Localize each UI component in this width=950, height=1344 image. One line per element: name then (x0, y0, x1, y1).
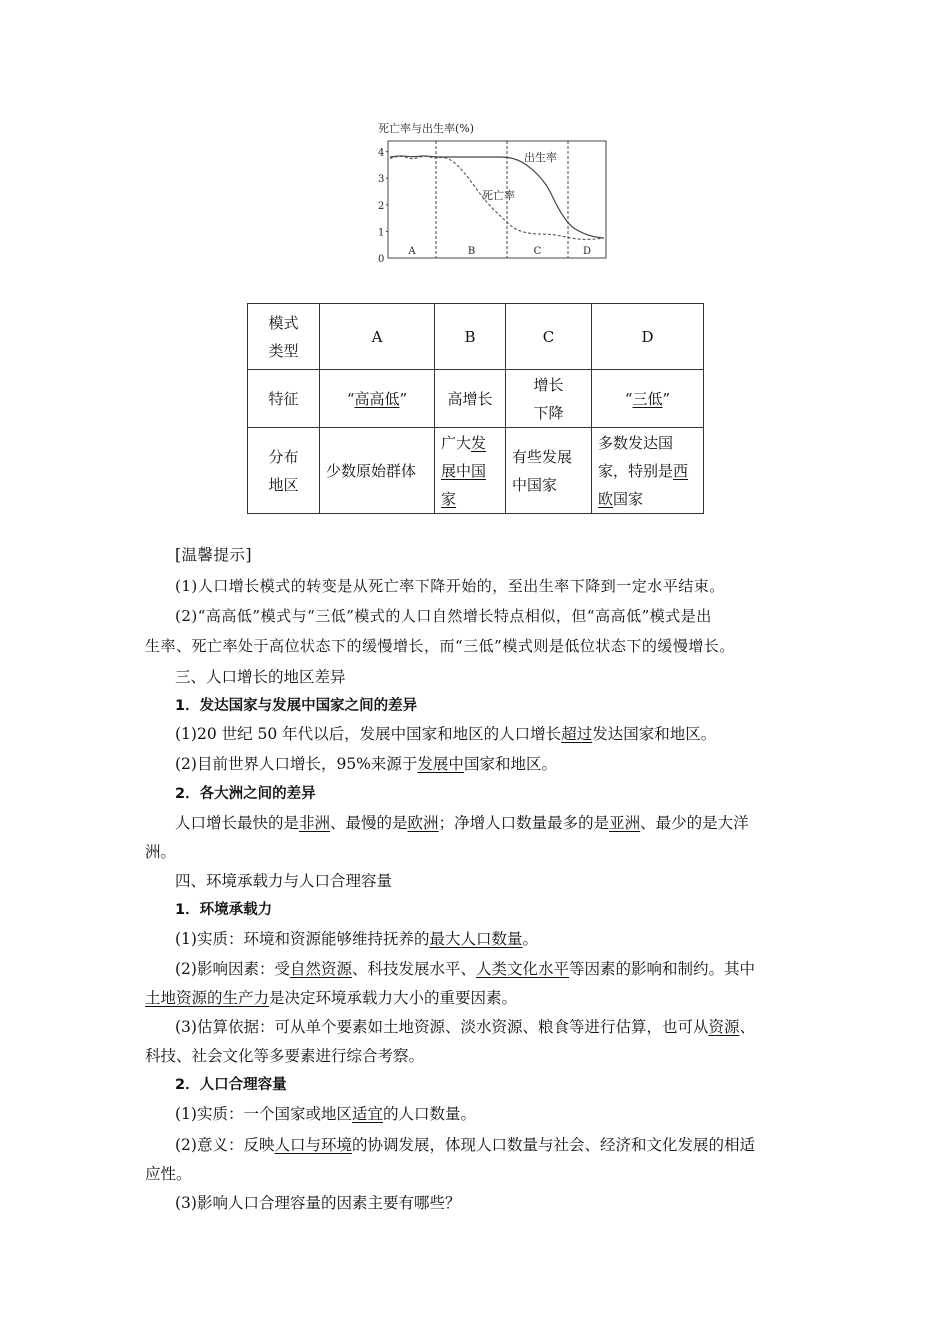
answer: 适宜 (351, 1105, 383, 1123)
features-b: 高增长 (435, 370, 506, 428)
text: 国家和地区。 (463, 755, 557, 773)
table-row (248, 370, 704, 428)
continent-line-cont: 洲。 (145, 843, 177, 861)
stage-label: A (408, 246, 416, 257)
text: ；净增人口数量最多的是 (438, 814, 610, 832)
header-c: C (506, 304, 592, 370)
tips-paragraph-2: (2)“高高低”模式与“三低”模式的人口自然增长特点相似，但“高高低”模式是出 (175, 607, 712, 625)
quote: “ (624, 389, 633, 408)
capacity-line-3 (145, 1015, 840, 1037)
regions-c: 有些发展中国家 (512, 447, 573, 494)
y-tick-label: 2 (378, 200, 385, 212)
regions-d-answer: 西欧 (598, 461, 689, 508)
section-3-line-1 (145, 722, 840, 744)
capacity-line-1 (145, 927, 840, 949)
header-label-cell (248, 304, 320, 370)
features-c: 增长下降 (533, 375, 564, 422)
answer: 土地资源的生产力 (145, 989, 270, 1007)
text: 是决定环境承载力大小的重要因素。 (269, 989, 518, 1007)
capacity-line-2-cont (145, 986, 810, 1008)
section-3-title: 三、人口增长的地区差异 (175, 668, 346, 686)
features-d (592, 370, 704, 428)
answer: 自然资源 (289, 960, 352, 978)
birth-death-rate-chart (370, 118, 620, 270)
reasonable-line-3: (3)影响人口合理容量的因素主要有哪些？ (175, 1194, 461, 1212)
text: (2)意义：反映 (175, 1136, 275, 1154)
y-axis (378, 148, 388, 265)
regions-b-text: 广大 (441, 433, 472, 452)
answer: 超过 (561, 725, 593, 743)
text: (2)影响因素：受 (175, 960, 290, 978)
text: 、 (739, 1018, 755, 1036)
features-c-cell (506, 370, 592, 428)
reasonable-line-2-cont: 应性。 (145, 1165, 192, 1183)
regions-d-text: 多数发达国家，特别是 (598, 433, 674, 480)
y-tick-label: 0 (378, 254, 385, 265)
y-tick-label: 1 (378, 227, 385, 239)
table-row (248, 304, 704, 370)
text: (3)估算依据：可从单个要素如土地资源、淡水资源、粮食等进行估算，也可从 (175, 1018, 709, 1036)
answer: 欧洲 (407, 814, 439, 832)
features-label: 特征 (248, 370, 320, 428)
features-a-answer: 高高低 (354, 389, 400, 408)
text: 人口增长最快的是 (175, 814, 300, 832)
text: 、最少的是大洋 (640, 814, 749, 832)
reasonable-line-2 (145, 1133, 840, 1155)
text: 。 (522, 930, 538, 948)
population-mode-table (247, 303, 704, 514)
regions-a-cell (320, 428, 435, 514)
regions-a: 少数原始群体 (326, 461, 417, 480)
chart-title: 死亡率与出生率(%) (378, 122, 475, 135)
answer: 亚洲 (609, 814, 641, 832)
quote: “ (346, 389, 355, 408)
quote: ” (399, 389, 408, 408)
features-d-answer: 三低 (632, 389, 663, 408)
text: (1)20 世纪 50 年代以后，发展中国家和地区的人口增长 (175, 725, 562, 743)
regions-label: 分布地区 (268, 447, 299, 494)
text: 、科技发展水平、 (351, 960, 476, 978)
section-3-line-2 (145, 752, 840, 774)
stage-label: B (467, 246, 476, 257)
header-d: D (592, 304, 704, 370)
answer: 最大人口数量 (429, 930, 523, 948)
text: 发达国家和地区。 (592, 725, 717, 743)
text: 、最慢的是 (330, 814, 408, 832)
answer: 资源 (708, 1018, 740, 1036)
section-4-sub-1: 1．环境承载力 (175, 902, 273, 918)
regions-d-text: 国家 (613, 489, 644, 508)
tips-paragraph-1: (1)人口增长模式的转变是从死亡率下降开始的，至出生率下降到一定水平结束。 (175, 577, 725, 595)
section-4-title: 四、环境承载力与人口合理容量 (175, 872, 393, 890)
stage-label: C (533, 246, 542, 257)
regions-d (592, 428, 704, 514)
quote: ” (662, 389, 671, 408)
capacity-line-2 (145, 957, 840, 979)
header-a: A (320, 304, 435, 370)
y-tick-label: 3 (378, 174, 385, 186)
y-tick-label: 4 (378, 147, 385, 159)
section-3-sub-2: 2．各大洲之间的差异 (175, 786, 316, 802)
continent-line (145, 811, 840, 833)
answer: 发展中 (417, 755, 464, 773)
text: (1)实质：环境和资源能够维持抚养的 (175, 930, 430, 948)
regions-b (435, 428, 506, 514)
text: (1)实质：一个国家或地区 (175, 1105, 352, 1123)
answer: 人类文化水平 (476, 960, 570, 978)
birth-rate-label: 出生率 (524, 151, 557, 164)
answer: 人口与环境 (274, 1136, 352, 1154)
section-4-sub-2: 2．人口合理容量 (175, 1077, 287, 1093)
header-b: B (435, 304, 506, 370)
tips-paragraph-2-cont: 生率、死亡率处于高位状态下的缓慢增长，而“三低”模式则是低位状态下的缓慢增长。 (145, 637, 735, 655)
text: 的人口数量。 (382, 1105, 476, 1123)
answer: 非洲 (299, 814, 331, 832)
stage-label: D (582, 246, 592, 257)
stage-labels (407, 246, 591, 257)
header-label: 模式类型 (268, 313, 299, 360)
regions-b-answer: 发展中国家 (441, 433, 487, 508)
tips-heading: [温馨提示] (175, 546, 253, 564)
text: 的协调发展，体现人口数量与社会、经济和文化发展的相适 (351, 1136, 755, 1154)
text: 等因素的影响和制约。其中 (569, 960, 756, 978)
text: (2)目前世界人口增长，95%来源于 (175, 755, 418, 773)
regions-label-cell (248, 428, 320, 514)
capacity-line-3-cont: 科技、社会文化等多要素进行综合考察。 (145, 1047, 425, 1065)
section-3-sub-1: 1．发达国家与发展中国家之间的差异 (175, 698, 418, 714)
death-rate-label: 死亡率 (482, 189, 515, 202)
regions-c-cell (506, 428, 592, 514)
features-a (320, 370, 435, 428)
reasonable-line-1 (145, 1102, 840, 1124)
table-row (248, 428, 704, 514)
